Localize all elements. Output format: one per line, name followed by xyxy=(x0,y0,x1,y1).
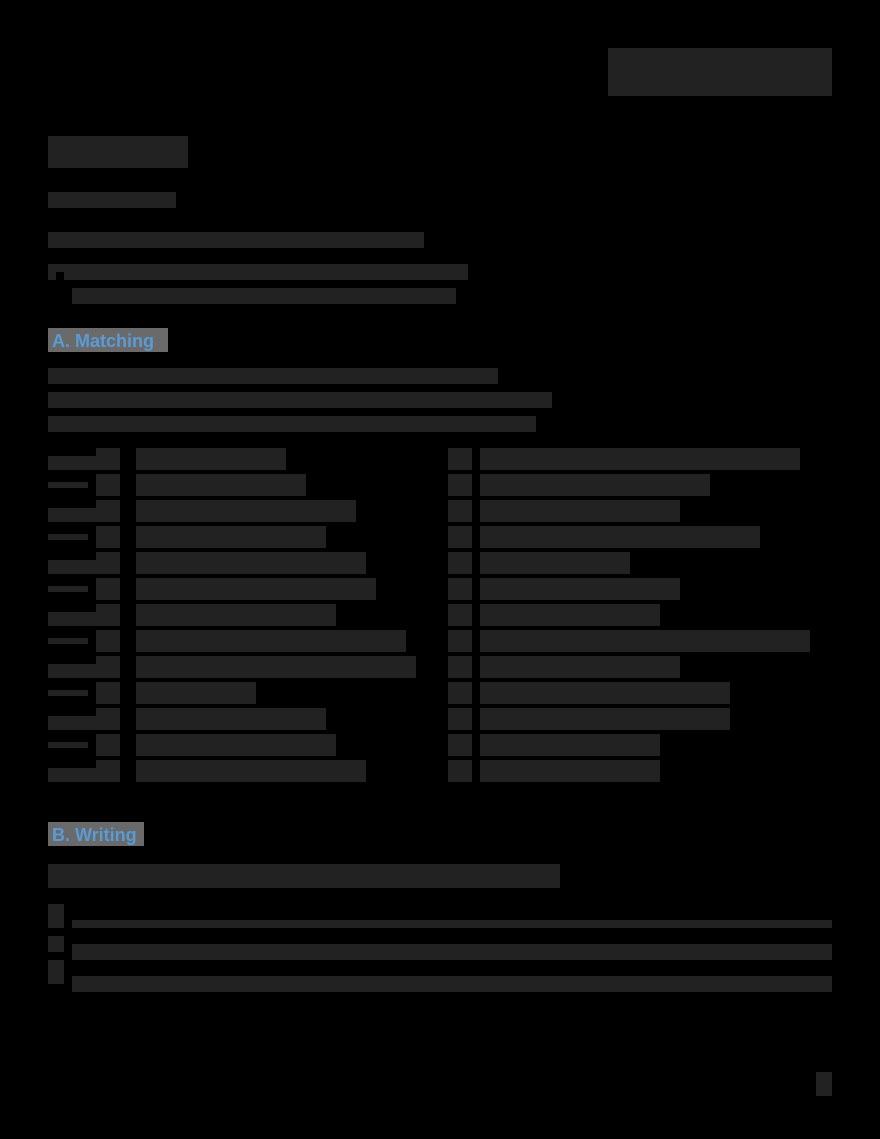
matching-definition-text xyxy=(480,604,660,626)
matching-item-number xyxy=(96,760,120,782)
matching-answer-blank[interactable] xyxy=(48,456,96,470)
matching-item-number xyxy=(96,604,120,626)
section-a-paragraph-2 xyxy=(48,392,552,408)
page-title xyxy=(48,136,188,168)
matching-answer-blank[interactable] xyxy=(48,742,88,748)
matching-item-text xyxy=(136,526,326,548)
matching-answer-blank[interactable] xyxy=(48,560,96,574)
matching-definition-text xyxy=(480,656,680,678)
matching-definition-letter xyxy=(448,578,472,600)
answer-line-3[interactable] xyxy=(72,976,832,992)
matching-definition-text xyxy=(480,630,810,652)
matching-item-number xyxy=(96,656,120,678)
matching-item-text xyxy=(136,448,286,470)
matching-answer-blank[interactable] xyxy=(48,664,96,678)
matching-definition-letter xyxy=(448,474,472,496)
instructions-line-3 xyxy=(72,288,456,304)
section-a-paragraph-3 xyxy=(48,416,536,432)
matching-item-text xyxy=(136,708,326,730)
matching-definition-letter xyxy=(448,734,472,756)
matching-item-text xyxy=(136,656,416,678)
matching-definition-text xyxy=(480,552,630,574)
matching-definition-letter xyxy=(448,448,472,470)
instructions-line-2 xyxy=(48,264,468,280)
matching-item-text xyxy=(136,474,306,496)
matching-definition-text xyxy=(480,448,800,470)
matching-answer-blank[interactable] xyxy=(48,508,96,522)
matching-answer-blank[interactable] xyxy=(48,716,96,730)
matching-definition-text xyxy=(480,474,710,496)
matching-answer-blank[interactable] xyxy=(48,638,88,644)
matching-definition-text xyxy=(480,500,680,522)
matching-answer-blank[interactable] xyxy=(48,586,88,592)
document-header xyxy=(608,48,832,96)
matching-definition-text xyxy=(480,734,660,756)
checkbox-icon[interactable] xyxy=(56,272,64,288)
matching-definition-letter xyxy=(448,760,472,782)
section-b-prompt xyxy=(48,864,560,888)
matching-item-number xyxy=(96,474,120,496)
answer-line-2[interactable] xyxy=(72,944,832,960)
section-a-label: A. Matching xyxy=(52,331,154,351)
matching-definition-letter xyxy=(448,630,472,652)
section-b-header xyxy=(48,822,144,846)
matching-item-text xyxy=(136,604,336,626)
page-subtitle xyxy=(48,192,176,208)
matching-item-number xyxy=(96,682,120,704)
matching-item-text xyxy=(136,734,336,756)
matching-item-number xyxy=(96,448,120,470)
matching-answer-blank[interactable] xyxy=(48,768,96,782)
matching-definition-letter xyxy=(448,500,472,522)
matching-item-number xyxy=(96,526,120,548)
matching-answer-blank[interactable] xyxy=(48,612,96,626)
answer-number-2 xyxy=(48,936,64,952)
matching-answer-blank[interactable] xyxy=(48,482,88,488)
matching-item-number xyxy=(96,500,120,522)
matching-definition-letter xyxy=(448,656,472,678)
matching-item-text xyxy=(136,500,356,522)
section-b-label: B. Writing xyxy=(52,825,137,845)
matching-item-number xyxy=(96,630,120,652)
instructions-line-1 xyxy=(48,232,424,248)
answer-line-1[interactable] xyxy=(72,920,832,928)
matching-item-text xyxy=(136,578,376,600)
matching-item-number xyxy=(96,552,120,574)
answer-number-1 xyxy=(48,904,64,928)
matching-item-number xyxy=(96,578,120,600)
matching-answer-blank[interactable] xyxy=(48,534,88,540)
page-number xyxy=(816,1072,832,1096)
matching-definition-letter xyxy=(448,552,472,574)
answer-number-3 xyxy=(48,960,64,984)
matching-item-number xyxy=(96,708,120,730)
matching-definition-text xyxy=(480,578,680,600)
matching-item-text xyxy=(136,682,256,704)
section-a-header xyxy=(48,328,168,352)
matching-definition-text xyxy=(480,760,660,782)
matching-definition-text xyxy=(480,526,760,548)
section-a-paragraph-1 xyxy=(48,368,498,384)
matching-definition-text xyxy=(480,682,730,704)
matching-item-text xyxy=(136,552,366,574)
matching-definition-letter xyxy=(448,708,472,730)
matching-item-number xyxy=(96,734,120,756)
matching-item-text xyxy=(136,760,366,782)
matching-definition-text xyxy=(480,708,730,730)
matching-answer-blank[interactable] xyxy=(48,690,88,696)
matching-definition-letter xyxy=(448,526,472,548)
matching-item-text xyxy=(136,630,406,652)
matching-definition-letter xyxy=(448,604,472,626)
matching-definition-letter xyxy=(448,682,472,704)
